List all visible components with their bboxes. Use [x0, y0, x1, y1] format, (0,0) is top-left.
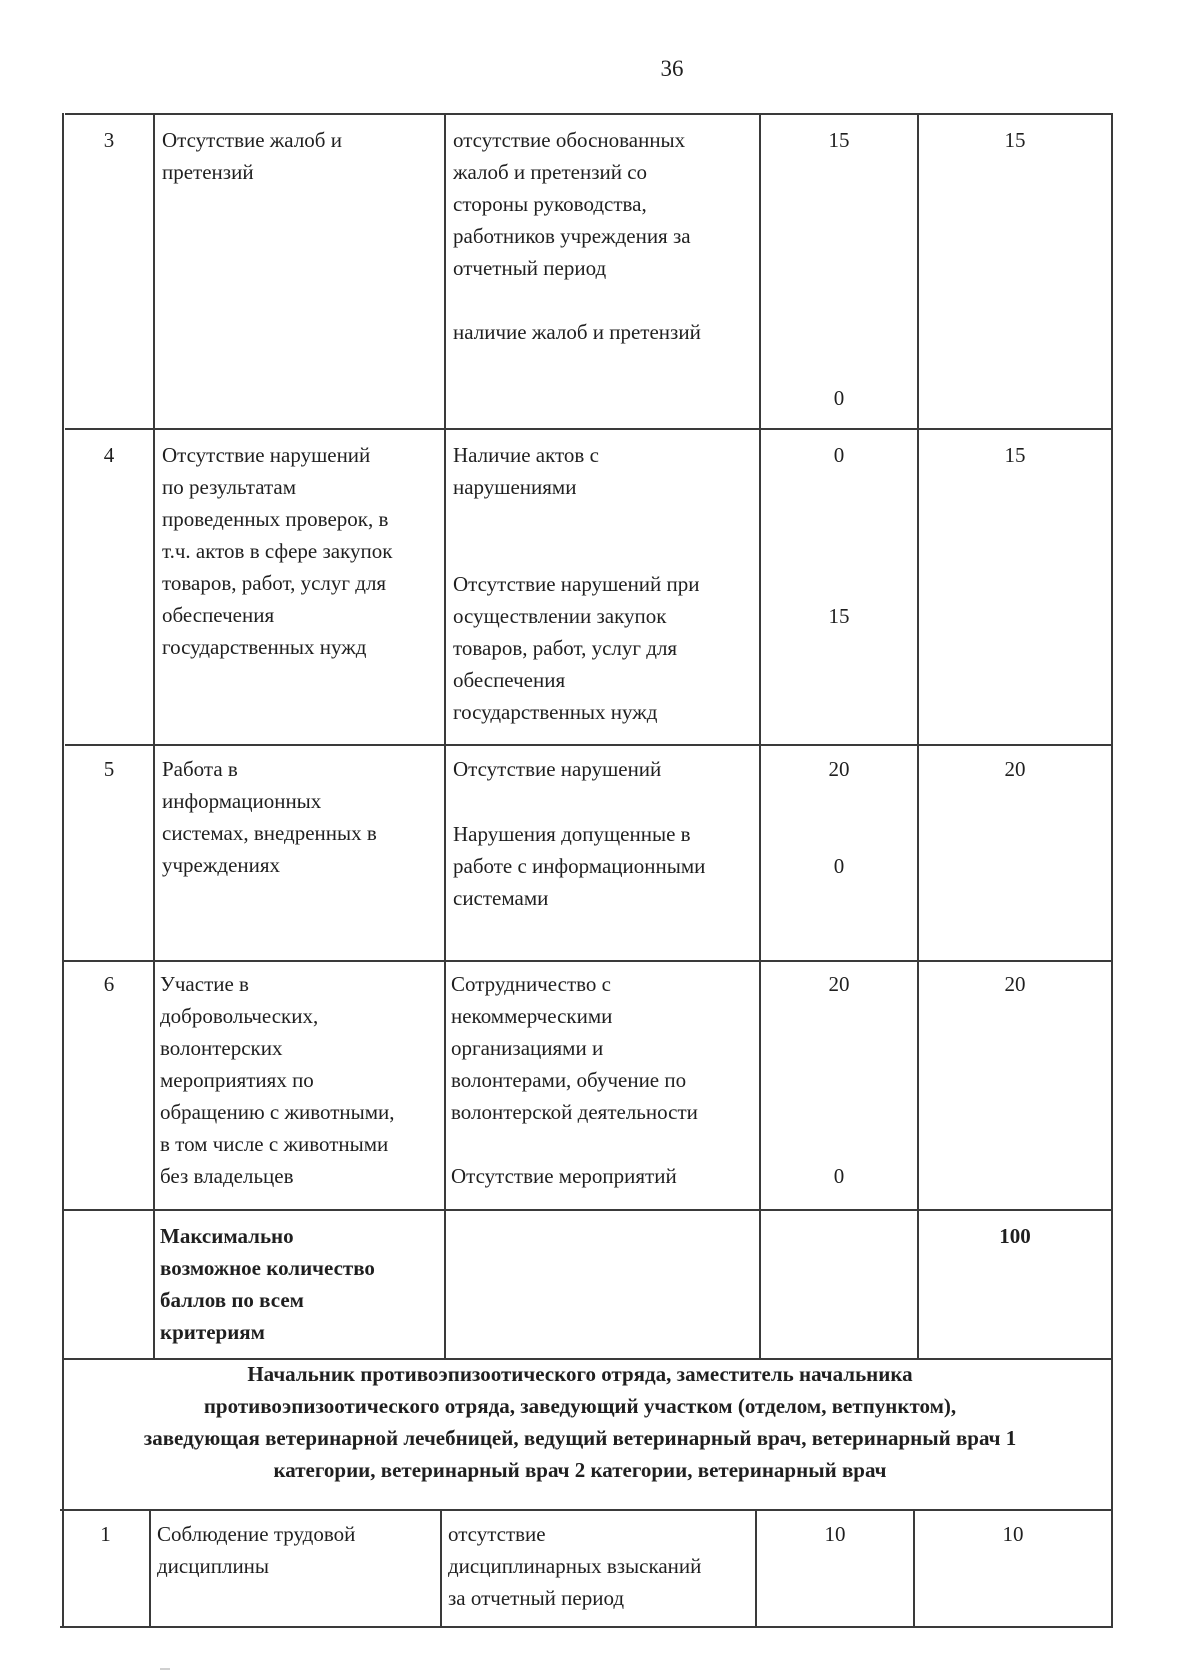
row-number: 6: [103, 972, 115, 996]
points-cell: 20: [828, 972, 850, 996]
total-label: Максимально возможное количество баллов по всем критериям: [160, 1224, 375, 1344]
max-points-cell: 15: [1004, 443, 1026, 467]
row-divider: [65, 428, 1113, 430]
table-border-right: [1111, 113, 1113, 1628]
indicator-cell: отсутствие дисциплинарных взысканий за отчетный период: [448, 1522, 702, 1610]
points-cell: 0: [833, 854, 845, 878]
indicator-cell: Отсутствие нарушений: [453, 757, 662, 781]
indicator-cell: Нарушения допущенные в работе с информационными системами: [453, 822, 706, 910]
max-points-cell: 20: [1004, 757, 1026, 781]
points-cell: 10: [824, 1522, 846, 1546]
indicator-cell: Отсутствие мероприятий: [451, 1164, 677, 1188]
indicator-cell: наличие жалоб и претензий: [453, 320, 701, 344]
indicator-cell: Сотрудничество с некоммерческими организациями и волонтерами, обучение по волонтерской деятельности: [451, 972, 698, 1124]
row-number: 4: [103, 443, 115, 467]
criterion-cell: Соблюдение трудовой дисциплины: [157, 1522, 356, 1578]
table-border-top: [65, 113, 1113, 115]
points-cell: 0: [833, 443, 845, 467]
column-divider: [440, 1509, 442, 1628]
max-points-cell: 10: [1002, 1522, 1024, 1546]
row-divider: [65, 744, 1113, 746]
scan-speck: [160, 1668, 170, 1670]
row-number: 5: [103, 757, 115, 781]
column-divider: [149, 1509, 151, 1628]
criterion-cell: Работа в информационных системах, внедренных в учреждениях: [162, 757, 377, 877]
row-number: 3: [103, 128, 115, 152]
points-cell: 15: [828, 128, 850, 152]
points-cell: 20: [828, 757, 850, 781]
criterion-cell: Отсутствие жалоб и претензий: [162, 128, 342, 184]
points-cell: 15: [828, 604, 850, 628]
row-divider: [63, 960, 1113, 962]
row-divider: [60, 1509, 1113, 1511]
indicator-cell: отсутствие обоснованных жалоб и претензий со стороны руководства, работников учреждения за отчетный период: [453, 128, 691, 280]
points-cell: 0: [833, 1164, 845, 1188]
criterion-cell: Участие в добровольческих, волонтерских мероприятиях по обращению с животными, в том числе с животными без владельцев: [160, 972, 395, 1188]
criterion-cell: Отсутствие нарушений по результатам проведенных проверок, в т.ч. актов в сфере закупок товаров, работ, услуг для обеспечения государственных нужд: [162, 443, 393, 659]
section-heading: Начальник противоэпизоотического отряда, заместитель начальника противоэпизоотического отряда, заведующий участком (отделом, ветпунктом), заведующая ветеринарной лечебницей, ведущий ветеринарный врач, ветеринарный врач 1 категории, ветеринарный врач 2 категории, ветеринарный врач: [143, 1362, 1017, 1482]
indicator-cell: Отсутствие нарушений при осуществлении закупок товаров, работ, услуг для обеспечения государственных нужд: [453, 572, 700, 724]
points-cell: 0: [833, 386, 845, 410]
total-value: 100: [999, 1224, 1031, 1248]
max-points-cell: 20: [1004, 972, 1026, 996]
column-divider: [444, 113, 446, 1360]
row-divider: [63, 1209, 1113, 1211]
indicator-cell: Наличие актов с нарушениями: [453, 443, 599, 499]
column-divider: [153, 113, 155, 1360]
table-border-bottom: [60, 1626, 1113, 1628]
max-points-cell: 15: [1004, 128, 1026, 152]
column-divider: [917, 113, 919, 1360]
page-number: 36: [660, 56, 684, 81]
row-number: 1: [100, 1522, 111, 1546]
